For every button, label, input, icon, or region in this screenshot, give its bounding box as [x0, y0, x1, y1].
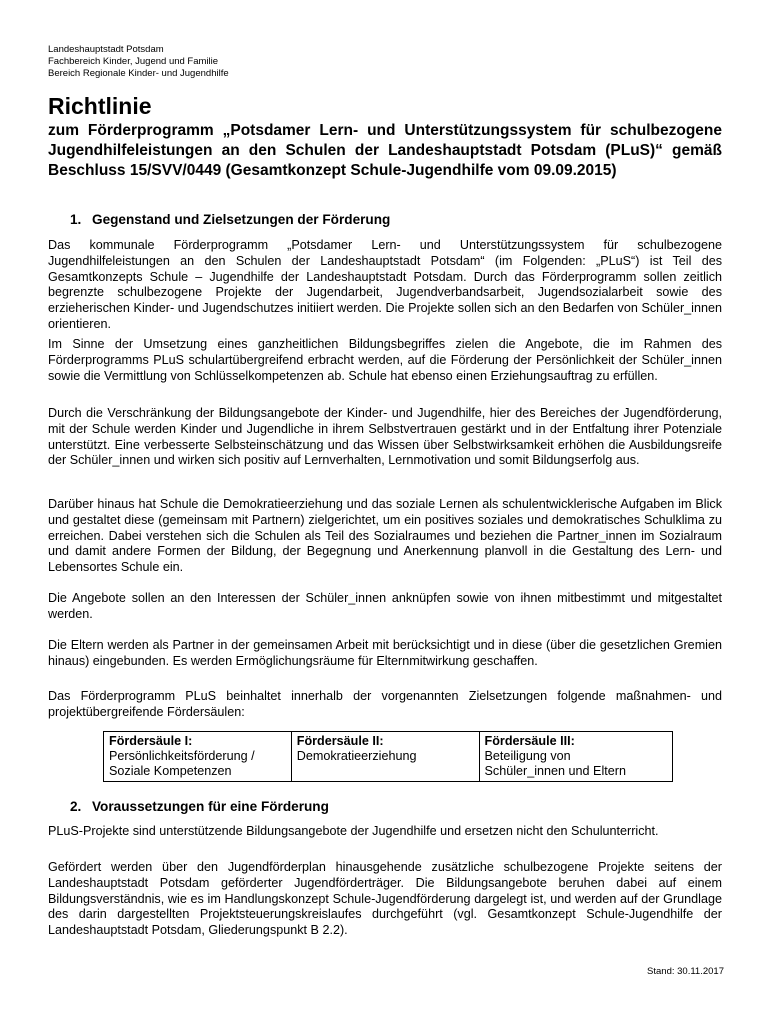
- paragraph: Darüber hinaus hat Schule die Demokratieerziehung und das soziale Lernen als schulentwicklerische Aufgaben im Blick und gestaltet diese (gemeinsam mit Partnern) zielgerichtet, um ein positives soziales und demokratisches Schulklima zu erreichen. Dabei verstehen sich die Schulen als Teil des Sozialraumes und beziehen die Partner_innen im Sozialraum und damit andere Formen der Bildung, der Begegnung und Anerkennung planvoll in die Gestaltung des Lern- und Lebensortes Schule ein.: [48, 497, 722, 575]
- table-cell: [479, 732, 672, 782]
- section-number: 2.: [70, 799, 82, 814]
- paragraph: Im Sinne der Umsetzung eines ganzheitlichen Bildungsbegriffes zielen die Angebote, die im Rahmen des Förderprogramms PLuS schulartübergreifend erbracht werden, auf die Förderung der Persönlichkeit der Schüler_innen sowie die Vermittlung von Schlüsselkompetenzen ab. Schule hat ebenso einen Erziehungsauftrag zu erfüllen.: [48, 337, 722, 383]
- document-date: Stand: 30.11.2017: [647, 966, 724, 977]
- pillar-text: Persönlichkeitsförderung /: [109, 749, 255, 763]
- pillar-text: Demokratieerziehung: [296, 749, 417, 763]
- section-1-heading: [70, 211, 390, 229]
- funding-pillars-table: [103, 731, 673, 782]
- document-title: Richtlinie: [48, 93, 152, 119]
- pillar-heading: Fördersäule I:: [109, 734, 193, 748]
- letterhead-line: Bereich Regionale Kinder- und Jugendhilfe: [48, 68, 229, 79]
- letterhead-line: Landeshauptstadt Potsdam: [48, 44, 164, 55]
- table-row: [104, 732, 673, 782]
- pillar-text: Beteiligung von: [484, 749, 571, 763]
- pillar-text: Soziale Kompetenzen: [109, 764, 232, 778]
- pillar-heading: Fördersäule II:: [296, 734, 384, 748]
- section-heading-text: Gegenstand und Zielsetzungen der Förderung: [92, 212, 391, 227]
- paragraph: PLuS-Projekte sind unterstützende Bildungsangebote der Jugendhilfe und ersetzen nicht den Schulunterricht.: [48, 824, 659, 838]
- section-number: 1.: [70, 212, 82, 227]
- document-subtitle: zum Förderprogramm „Potsdamer Lern- und Unterstützungssystem für schulbezogene Jugendhilfeleistungen an den Schulen der Landeshauptstadt Potsdam (PLuS)“ gemäß Beschluss 15/SVV/0449 (Gesamtkonzept Schule-Jugendhilfe vom 09.09.2015): [48, 122, 722, 179]
- table-cell: [104, 732, 292, 782]
- pillar-text: Schüler_innen und Eltern: [484, 764, 626, 778]
- letterhead-line: Fachbereich Kinder, Jugend und Familie: [48, 56, 219, 67]
- paragraph: Die Angebote sollen an den Interessen der Schüler_innen anknüpfen sowie von ihnen mitbestimmt und mitgestaltet werden.: [48, 591, 722, 621]
- paragraph: Gefördert werden über den Jugendförderplan hinausgehende zusätzliche schulbezogene Projekte seitens der Landeshauptstadt Potsdam geförderter Jugendförderträger. Die Bildungsangebote beruhen dabei auf einem Bildungsverständnis, wie es im Handlungskonzept Schule-Jugendförderung dargelegt ist, und werden auf der Grundlage des darin dargestellten Projektsteuerungskreislaufes durchgeführt (vgl. Gesamtkonzept Schule-Jugendhilfe der Landeshauptstadt Potsdam, Gliederungspunkt B 2.2).: [48, 860, 722, 938]
- letterhead: [48, 44, 229, 80]
- table-cell: [291, 732, 479, 782]
- section-2-heading: [70, 798, 329, 816]
- paragraph: Durch die Verschränkung der Bildungsangebote der Kinder- und Jugendhilfe, hier des Bereiches der Jugendförderung, mit der Schule werden Kinder und Jugendliche in ihrem Selbstvertrauen gestärkt und in der Entfaltung ihrer Potenziale unterstützt. Eine verbesserte Selbsteinschätzung und das Wissen über Selbstwirksamkeit erhöhen die Ausbildungsreife der Schüler_innen und wirken sich positiv auf Lernverhalten, Lernmotivation und somit Bildungserfolg aus.: [48, 406, 722, 468]
- paragraph: Die Eltern werden als Partner in der gemeinsamen Arbeit mit berücksichtigt und in diese (über die gesetzlichen Gremien hinaus) eingebunden. Es werden Ermöglichungsräume für Elternmitwirkung geschaffen.: [48, 638, 722, 668]
- paragraph: Das Förderprogramm PLuS beinhaltet innerhalb der vorgenannten Zielsetzungen folgende maßnahmen- und projektübergreifende Fördersäulen:: [48, 689, 722, 719]
- section-heading-text: Voraussetzungen für eine Förderung: [92, 799, 329, 814]
- paragraph: Das kommunale Förderprogramm „Potsdamer Lern- und Unterstützungssystem für schulbezogene Jugendhilfeleistungen an den Schulen der Landeshauptstadt Potsdam“ (im Folgenden: „PLuS“) ist Teil des Gesamtkonzepts Schule – Jugendhilfe der Landeshauptstadt Potsdam. Durch das Förderprogramm sollen zeitlich begrenzte schulbezogene Projekte der Jugendarbeit, Jugendverbandsarbeit, Jugendsozialarbeit sowie des erzieherischen Kinder- und Jugendschutzes initiiert werden. Die Projekte sollen sich an den Bedarfen von Schüler_innen orientieren.: [48, 238, 722, 331]
- pillar-heading: Fördersäule III:: [484, 734, 575, 748]
